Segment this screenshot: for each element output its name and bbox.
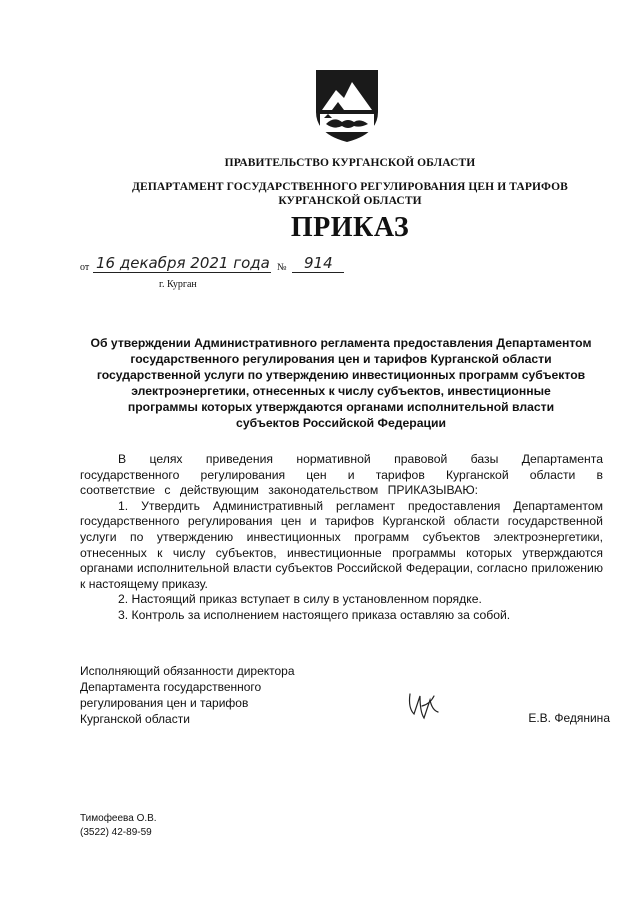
document-subject [80,335,602,431]
department-name-line2: КУРГАНСКОЙ ОБЛАСТИ [278,195,422,207]
position-line: регулирования цен и тарифов [80,696,249,710]
preamble-paragraph: В целях приведения нормативной правовой базы Департамента государственного регулирования цен и тарифов Курганской области в соответствие с действующим законодательством ПРИКАЗЫВАЮ: [80,452,603,498]
contact-info [80,812,157,840]
document-body [80,452,603,624]
position-line: Исполняющий обязанности директора [80,664,295,678]
subject-line: субъектов Российской Федерации [236,416,446,430]
coat-of-arms-emblem [314,68,380,144]
number-underline [292,272,344,273]
document-title: ПРИКАЗ [290,212,410,243]
city: г. Курган [159,279,197,290]
number-label: № [277,262,287,273]
subject-line: электроэнергетики, отнесенных к числу субъектов, инвестиционные [131,384,551,398]
subject-line: государственного регулирования цен и тарифов Курганской области [130,352,552,366]
signatory-position [80,663,310,727]
subject-line: Об утверждении Административного регламента предоставления Департаментом [90,336,592,350]
signatory-name: Е.В. Федянина [528,711,610,725]
date-handwritten: 16 декабря 2021 года [96,254,270,272]
subject-line: программы которых утверждаются органами исполнительной власти [127,400,555,414]
order-item-1: 1. Утвердить Административный регламент предоставления Департаментом государственного регулирования цен и тарифов Курганской области государственной услуги по утверждению инвестиционных программ субъектов электроэнергетики, отнесенных к числу субъектов, инвестиционные программы которых утверждаются органами исполнительной власти субъектов Российской Федерации, согласно приложению к настоящему приказу. [80,498,603,591]
author-phone: (3522) 42-89-59 [80,827,152,838]
position-line: Курганской области [80,712,190,726]
department-name-line1: ДЕПАРТАМЕНТ ГОСУДАРСТВЕННОГО РЕГУЛИРОВАНИЯ ЦЕН И ТАРИФОВ [132,181,568,193]
order-item-2: 2. Настоящий приказ вступает в силу в установленном порядке. [118,592,482,607]
position-line: Департамента государственного [80,680,262,694]
handwritten-signature [404,688,444,728]
author-name: Тимофеева О.В. [80,813,157,824]
subject-line: государственной услуги по утверждению инвестиционных программ субъектов [96,368,586,382]
order-item-3: 3. Контроль за исполнением настоящего приказа оставляю за собой. [118,607,511,622]
number-handwritten: 914 [304,254,333,272]
government-name: ПРАВИТЕЛЬСТВО КУРГАНСКОЙ ОБЛАСТИ [224,157,476,169]
date-underline [93,272,271,273]
from-label: от [80,262,90,273]
